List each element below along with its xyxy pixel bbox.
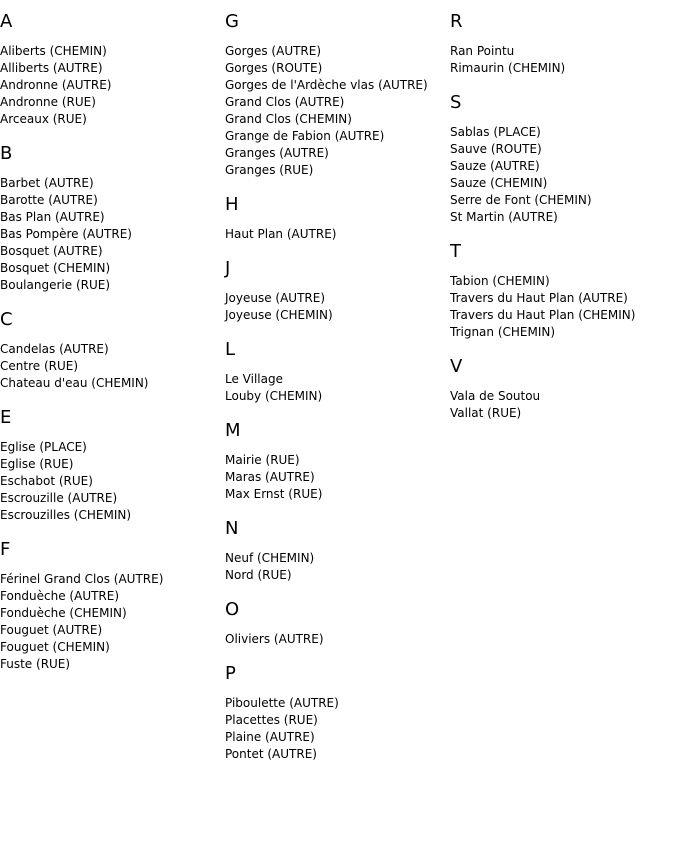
street-link[interactable]: Eglise (RUE) xyxy=(0,457,74,471)
street-link[interactable]: Bosquet (CHEMIN) xyxy=(0,261,111,275)
street-link[interactable]: Aliberts (CHEMIN) xyxy=(0,44,107,58)
letter-heading: S xyxy=(450,92,462,113)
street-index-column-1 xyxy=(0,12,220,689)
street-link[interactable]: Ran Pointu xyxy=(450,44,515,58)
letter-group xyxy=(225,259,445,324)
street-link[interactable]: Chateau d'eau (CHEMIN) xyxy=(0,376,149,390)
street-link[interactable]: Piboulette (AUTRE) xyxy=(225,696,339,710)
letter-heading: H xyxy=(225,194,239,215)
street-link[interactable]: Bas Plan (AUTRE) xyxy=(0,210,105,224)
street-list xyxy=(0,175,220,294)
street-list xyxy=(450,43,670,77)
letter-heading: P xyxy=(225,663,236,684)
street-link[interactable]: Rimaurin (CHEMIN) xyxy=(450,61,566,75)
street-link[interactable]: Barotte (AUTRE) xyxy=(0,193,98,207)
street-link[interactable]: Bosquet (AUTRE) xyxy=(0,244,103,258)
street-link[interactable]: Joyeuse (CHEMIN) xyxy=(225,308,333,322)
street-link[interactable]: Grange de Fabion (AUTRE) xyxy=(225,129,385,143)
street-link[interactable]: Sauve (ROUTE) xyxy=(450,142,542,156)
street-link[interactable]: Barbet (AUTRE) xyxy=(0,176,94,190)
street-list xyxy=(225,371,445,405)
street-link[interactable]: Férinel Grand Clos (AUTRE) xyxy=(0,572,164,586)
letter-group xyxy=(0,144,220,294)
street-link[interactable]: Gorges (ROUTE) xyxy=(225,61,323,75)
letter-heading: G xyxy=(225,11,239,32)
street-link[interactable]: Louby (CHEMIN) xyxy=(225,389,323,403)
letter-group xyxy=(225,421,445,503)
street-link[interactable]: Andronne (AUTRE) xyxy=(0,78,112,92)
street-link[interactable]: Granges (RUE) xyxy=(225,163,314,177)
street-link[interactable]: Haut Plan (AUTRE) xyxy=(225,227,337,241)
street-list xyxy=(450,273,670,341)
letter-heading: R xyxy=(450,11,463,32)
street-link[interactable]: Pontet (AUTRE) xyxy=(225,747,317,761)
street-link[interactable]: Candelas (AUTRE) xyxy=(0,342,109,356)
street-link[interactable]: Neuf (CHEMIN) xyxy=(225,551,315,565)
street-link[interactable]: Vallat (RUE) xyxy=(450,406,522,420)
letter-heading: J xyxy=(225,258,231,279)
street-link[interactable]: St Martin (AUTRE) xyxy=(450,210,558,224)
letter-group xyxy=(0,540,220,673)
street-link[interactable]: Tabion (CHEMIN) xyxy=(450,274,550,288)
street-link[interactable]: Joyeuse (AUTRE) xyxy=(225,291,326,305)
street-link[interactable]: Fuste (RUE) xyxy=(0,657,71,671)
letter-group xyxy=(0,310,220,392)
letter-group xyxy=(450,242,670,341)
street-link[interactable]: Trignan (CHEMIN) xyxy=(450,325,556,339)
letter-heading: B xyxy=(0,143,13,164)
street-link[interactable]: Fouguet (CHEMIN) xyxy=(0,640,110,654)
street-list xyxy=(450,124,670,226)
street-link[interactable]: Mairie (RUE) xyxy=(225,453,300,467)
street-link[interactable]: Granges (AUTRE) xyxy=(225,146,329,160)
street-link[interactable]: Le Village xyxy=(225,372,283,386)
letter-heading: L xyxy=(225,339,236,360)
street-list xyxy=(225,290,445,324)
street-link[interactable]: Escrouzilles (CHEMIN) xyxy=(0,508,132,522)
street-list xyxy=(225,452,445,503)
letter-group xyxy=(450,93,670,226)
letter-heading: A xyxy=(0,11,13,32)
street-link[interactable]: Travers du Haut Plan (AUTRE) xyxy=(450,291,628,305)
street-link[interactable]: Fonduèche (CHEMIN) xyxy=(0,606,127,620)
letter-heading: V xyxy=(450,356,463,377)
street-list xyxy=(450,388,670,422)
street-list xyxy=(225,226,445,243)
street-link[interactable]: Sablas (PLACE) xyxy=(450,125,541,139)
street-link[interactable]: Gorges de l'Ardèche vlas (AUTRE) xyxy=(225,78,428,92)
letter-group xyxy=(0,408,220,524)
letter-group xyxy=(225,340,445,405)
street-link[interactable]: Vala de Soutou xyxy=(450,389,541,403)
street-list xyxy=(0,439,220,524)
street-list xyxy=(0,341,220,392)
street-link[interactable]: Plaine (AUTRE) xyxy=(225,730,315,744)
letter-group xyxy=(450,357,670,422)
letter-heading: M xyxy=(225,420,241,441)
letter-heading: O xyxy=(225,599,240,620)
letter-group xyxy=(225,519,445,584)
street-index-column-3 xyxy=(450,12,670,438)
street-link[interactable]: Eglise (PLACE) xyxy=(0,440,87,454)
street-link[interactable]: Sauze (CHEMIN) xyxy=(450,176,548,190)
street-link[interactable]: Nord (RUE) xyxy=(225,568,292,582)
street-link[interactable]: Boulangerie (RUE) xyxy=(0,278,111,292)
street-list xyxy=(0,43,220,128)
street-list xyxy=(0,571,220,673)
street-list xyxy=(225,631,445,648)
letter-heading: T xyxy=(450,241,461,262)
street-link[interactable]: Centre (RUE) xyxy=(0,359,79,373)
street-link[interactable]: Escrouzille (AUTRE) xyxy=(0,491,118,505)
street-link[interactable]: Grand Clos (CHEMIN) xyxy=(225,112,352,126)
letter-group xyxy=(225,195,445,243)
street-link[interactable]: Placettes (RUE) xyxy=(225,713,318,727)
street-link[interactable]: Alliberts (AUTRE) xyxy=(0,61,103,75)
letter-group xyxy=(450,12,670,77)
street-link[interactable]: Travers du Haut Plan (CHEMIN) xyxy=(450,308,636,322)
street-link[interactable]: Gorges (AUTRE) xyxy=(225,44,322,58)
street-link[interactable]: Eschabot (RUE) xyxy=(0,474,93,488)
street-link[interactable]: Arceaux (RUE) xyxy=(0,112,87,126)
street-list xyxy=(225,695,445,763)
street-link[interactable]: Max Ernst (RUE) xyxy=(225,487,323,501)
letter-group xyxy=(225,664,445,763)
letter-heading: E xyxy=(0,407,12,428)
street-list xyxy=(225,550,445,584)
street-link[interactable]: Sauze (AUTRE) xyxy=(450,159,540,173)
street-list xyxy=(225,43,445,179)
letter-heading: F xyxy=(0,539,11,560)
letter-group xyxy=(0,12,220,128)
street-link[interactable]: Bas Pompère (AUTRE) xyxy=(0,227,132,241)
street-link[interactable]: Serre de Font (CHEMIN) xyxy=(450,193,592,207)
street-index-column-2 xyxy=(225,12,445,779)
street-link[interactable]: Fouguet (AUTRE) xyxy=(0,623,103,637)
street-link[interactable]: Grand Clos (AUTRE) xyxy=(225,95,345,109)
street-link[interactable]: Oliviers (AUTRE) xyxy=(225,632,324,646)
street-link[interactable]: Fonduèche (AUTRE) xyxy=(0,589,120,603)
letter-heading: C xyxy=(0,309,13,330)
letter-group xyxy=(225,600,445,648)
letter-group xyxy=(225,12,445,179)
street-link[interactable]: Maras (AUTRE) xyxy=(225,470,315,484)
street-link[interactable]: Andronne (RUE) xyxy=(0,95,96,109)
letter-heading: N xyxy=(225,518,239,539)
